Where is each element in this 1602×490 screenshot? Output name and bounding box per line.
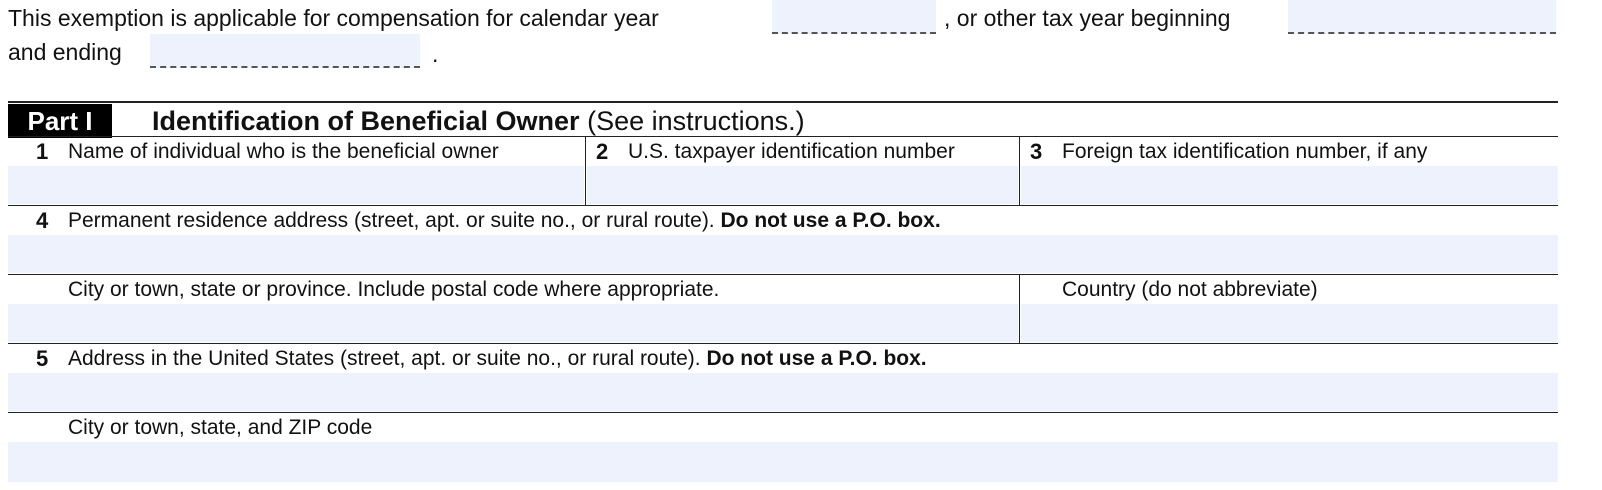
part1-title-note: (See instructions.) (587, 106, 805, 136)
field5-number: 5 (36, 346, 49, 371)
part1-title-bold: Identification of Beneficial Owner (152, 106, 580, 136)
field4-label-bold: Do not use a P.O. box. (720, 209, 941, 232)
row4-city-divider (1019, 274, 1020, 343)
field3-input[interactable] (1021, 166, 1558, 204)
field4-city-label: City or town, state or province. Include postal code where appropriate. (68, 278, 720, 301)
field5-city-input[interactable] (8, 442, 1558, 482)
row4-city-bottom-rule (8, 343, 1558, 344)
field1-label: Name of individual who is the beneficial owner (68, 140, 499, 163)
field5-city-label: City or town, state, and ZIP code (68, 416, 373, 439)
field5-label-text: Address in the United States (street, apt. or suite no., or rural route). (68, 347, 701, 370)
tax-year-ending-underline (150, 66, 420, 68)
tax-year-beginning-field[interactable] (1288, 0, 1556, 34)
tax-year-ending-field[interactable] (150, 34, 420, 68)
intro-line1-mid: , or other tax year beginning (944, 5, 1231, 31)
field3-label: Foreign tax identification number, if any (1062, 140, 1428, 163)
field5-input[interactable] (8, 373, 1558, 411)
field2-input[interactable] (587, 166, 1018, 204)
row1-divider-b (1019, 136, 1020, 205)
row4-bottom-rule (8, 274, 1558, 275)
field2-label: U.S. taxpayer identification number (628, 140, 955, 163)
field1-number: 1 (36, 139, 49, 164)
row1-bottom-rule (8, 205, 1558, 206)
intro-line2-end: . (432, 41, 439, 67)
field4-country-label: Country (do not abbreviate) (1062, 278, 1318, 301)
field2-number: 2 (596, 139, 609, 164)
field4-city-input[interactable] (8, 304, 1018, 342)
field4-label (68, 207, 941, 235)
row1-divider-a (585, 136, 586, 205)
intro-line2-text: and ending (8, 39, 122, 65)
field4-label-text: Permanent residence address (street, apt. or suite no., or rural route). (68, 209, 715, 232)
row5-bottom-rule (8, 412, 1558, 413)
part1-title (152, 104, 805, 138)
intro-line1-text: This exemption is applicable for compensation for calendar year (8, 5, 659, 31)
calendar-year-underline (772, 32, 936, 34)
field4-country-input[interactable] (1021, 304, 1558, 342)
field3-number: 3 (1030, 139, 1043, 164)
field4-number: 4 (36, 208, 49, 233)
field4-input[interactable] (8, 235, 1558, 273)
field5-label-bold: Do not use a P.O. box. (706, 347, 927, 370)
part1-badge: Part I (8, 104, 112, 138)
part1-top-rule (8, 101, 1558, 103)
field5-label (68, 345, 927, 373)
field1-input[interactable] (8, 166, 584, 204)
calendar-year-field[interactable] (772, 0, 936, 34)
tax-year-beginning-underline (1288, 32, 1556, 34)
part1-header-bottom-rule (8, 136, 1558, 137)
